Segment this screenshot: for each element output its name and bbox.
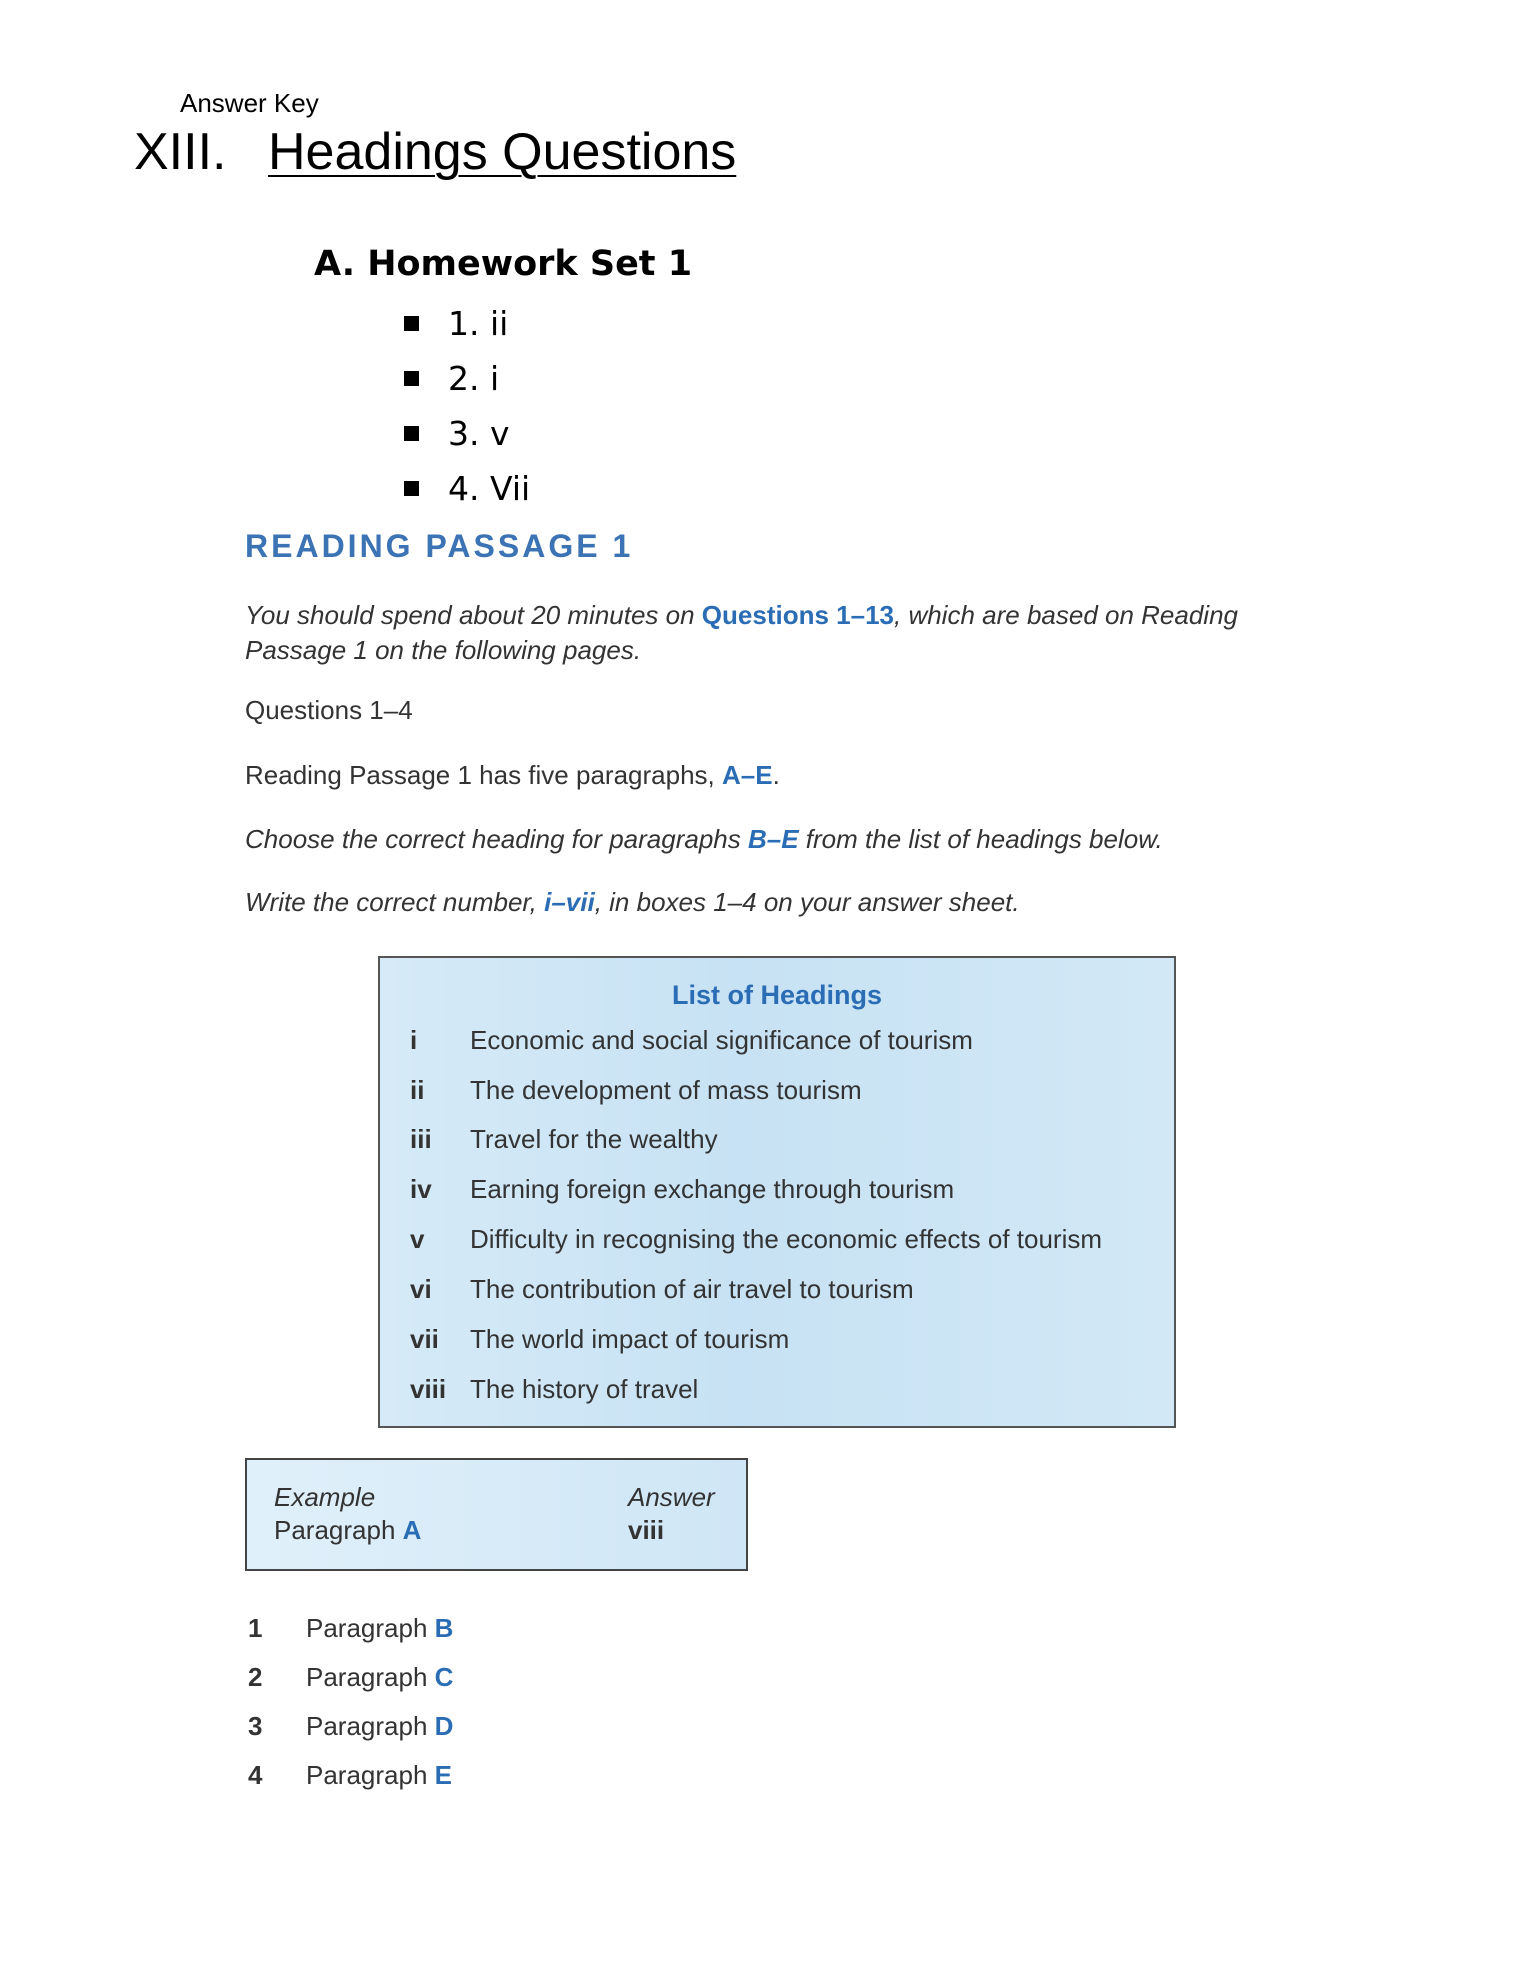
heading-number: iii: [410, 1123, 432, 1154]
paragraph-letter: E: [434, 1760, 452, 1790]
heading-number: i: [410, 1024, 418, 1055]
heading-text: Earning foreign exchange through tourism: [470, 1173, 955, 1204]
heading-text: Difficulty in recognising the economic effects of tourism: [470, 1223, 1102, 1254]
heading-text: The history of travel: [470, 1373, 699, 1404]
paragraph-word: Paragraph: [274, 1515, 396, 1545]
heading-row: [410, 1065, 862, 1115]
bullet-icon: [404, 371, 419, 386]
instruction-text: , in boxes 1–4 on your answer sheet.: [594, 887, 1020, 917]
answer-text: 1. ii: [448, 304, 509, 343]
instruction-time: [245, 598, 1305, 668]
questions-range: Questions 1–4: [245, 695, 413, 725]
answer-text: 2. i: [448, 359, 500, 398]
heading-number: ii: [410, 1074, 425, 1105]
heading-text: The development of mass tourism: [470, 1074, 862, 1105]
instruction-paragraphs: [245, 760, 780, 791]
heading-row: [410, 1164, 954, 1214]
answer-text: 3. v: [448, 414, 510, 453]
heading-row: [410, 1314, 789, 1364]
answer-value: viii: [628, 1515, 665, 1545]
heading-text: The world impact of tourism: [470, 1323, 790, 1354]
question-number: 2: [248, 1662, 263, 1692]
bullet-icon: [404, 426, 419, 441]
section-heading: [134, 122, 736, 182]
paragraph-range: A–E: [721, 760, 773, 790]
example-box: [245, 1458, 748, 1571]
example-paragraph: [274, 1515, 421, 1546]
answer-key-label: Answer Key: [180, 88, 319, 118]
paragraph-word: Paragraph: [306, 1662, 428, 1692]
example-label: Example: [274, 1482, 376, 1512]
question-range-link: Questions 1–13: [701, 600, 894, 630]
list-of-headings-title: List of Headings: [671, 980, 882, 1010]
paragraph-word: Paragraph: [306, 1711, 428, 1741]
answer-text: 4. Vii: [448, 469, 531, 508]
paragraph-word: Paragraph: [306, 1760, 428, 1790]
paragraph-range: B–E: [747, 824, 799, 854]
list-item: [404, 351, 530, 406]
instruction-text: .: [772, 760, 780, 790]
homework-set-heading: A. Homework Set 1: [314, 244, 693, 284]
heading-text: Travel for the wealthy: [470, 1123, 718, 1154]
paragraph-word: Paragraph: [306, 1613, 428, 1643]
question-number: 4: [248, 1760, 263, 1790]
instruction-text: from the list of headings below.: [798, 824, 1163, 854]
instruction-text: , which are based on Reading Passage 1 on the following pages.: [245, 600, 1239, 665]
heading-number: iv: [410, 1173, 432, 1204]
list-item: [404, 406, 530, 461]
reading-passage-title: READING PASSAGE 1: [245, 528, 634, 564]
section-title: Headings Questions: [268, 123, 737, 181]
heading-row: [410, 1364, 698, 1414]
question-row: [248, 1604, 453, 1653]
heading-row: [410, 1264, 914, 1314]
paragraph-letter: C: [434, 1662, 454, 1692]
heading-row: [410, 1114, 718, 1164]
paragraph-letter: D: [434, 1711, 454, 1741]
question-number: 1: [248, 1613, 263, 1643]
instruction-choose: [245, 824, 1163, 855]
bullet-icon: [404, 316, 419, 331]
instruction-text: You should spend about 20 minutes on: [245, 600, 702, 630]
section-numeral: XIII.: [134, 123, 227, 181]
list-item: [404, 296, 530, 351]
list-of-headings-box: [378, 956, 1176, 1428]
heading-text: Economic and social significance of tourism: [470, 1024, 973, 1055]
heading-number: viii: [410, 1373, 447, 1404]
question-number: 3: [248, 1711, 263, 1741]
answer-label: Answer: [628, 1482, 715, 1512]
question-row: [248, 1751, 452, 1800]
heading-text: The contribution of air travel to tourism: [470, 1273, 914, 1304]
instruction-write: [245, 887, 1020, 918]
heading-number: vi: [410, 1273, 432, 1304]
heading-number: v: [410, 1223, 425, 1254]
heading-row: [410, 1015, 973, 1065]
instruction-text: Reading Passage 1 has five paragraphs,: [245, 760, 722, 790]
instruction-text: Choose the correct heading for paragraphs: [245, 824, 748, 854]
bullet-icon: [404, 481, 419, 496]
question-row: [248, 1653, 453, 1702]
paragraph-letter: A: [402, 1515, 422, 1545]
question-row: [248, 1702, 453, 1751]
heading-number: vii: [410, 1323, 439, 1354]
list-item: [404, 461, 530, 516]
answer-list: [404, 296, 530, 516]
instruction-text: Write the correct number,: [245, 887, 545, 917]
heading-row: [410, 1214, 1102, 1264]
number-range: i–vii: [544, 887, 595, 917]
paragraph-letter: B: [434, 1613, 454, 1643]
